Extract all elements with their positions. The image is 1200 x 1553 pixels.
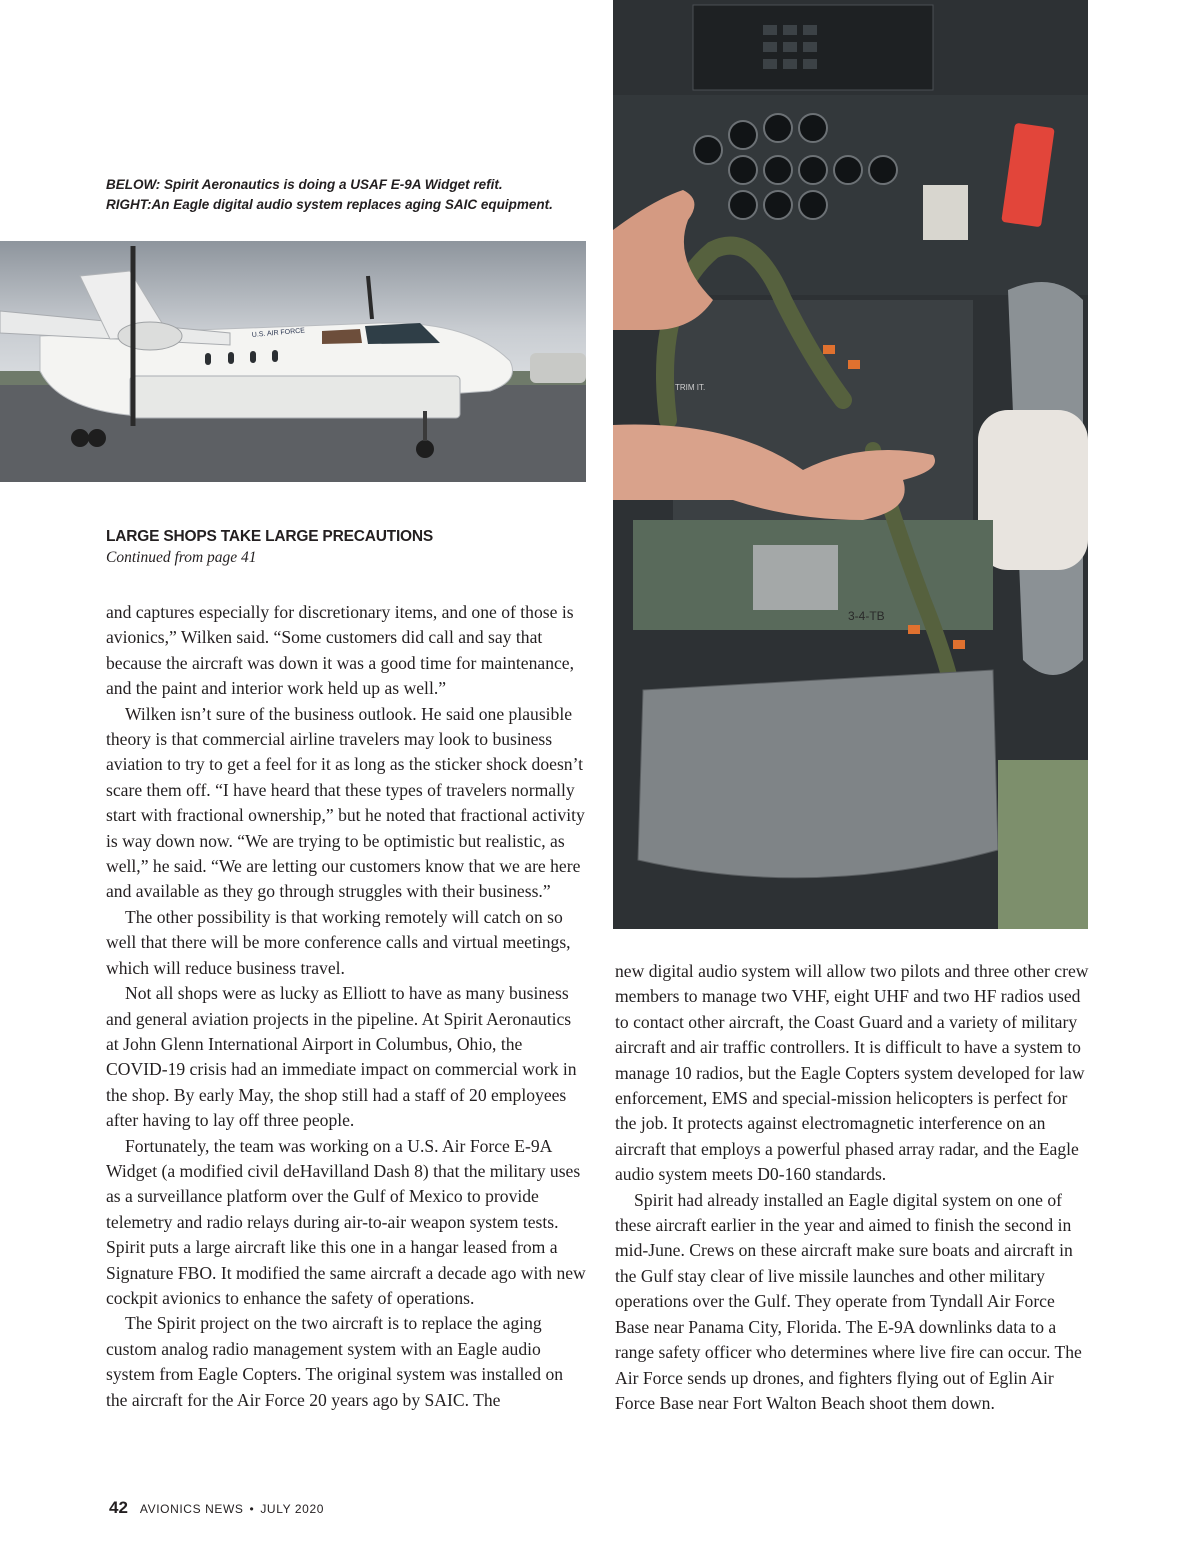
paragraph: Spirit had already installed an Eagle digital system on one of these aircraft earlier in the year and aimed to finish the second in mid-June. Crews on these aircraft make sure boats and aircraft in the Gulf stay clear of live missile launches and other military operations over the Gulf. They operate from Tyndall Air Force Base near Panama City, Florida. The E-9A downlinks data to a range safety officer who determines where live fire can occur. The Air Force sends up drones, and fighters flying out of Eglin Air Force Base near Fort Walton Beach shoot them down. [615, 1189, 1082, 1413]
issue-date: JULY 2020 [260, 1502, 324, 1516]
fuel-truck [530, 353, 586, 383]
nose-gear-wheel [416, 440, 434, 458]
paragraph: Fortunately, the team was working on a U.S. Air Force E-9A Widget (a modified civil deHavilland Dash 8) that the military uses as a surveillance platform over the Gulf of Mexico to provide telemetry and radio relays during air-to-air weapon system tests. Spirit puts a large aircraft like this one in a hangar leased from a Signature FBO. It modified the same aircraft a decade ago with new cockpit avionics to enhance the safety of operations. [106, 1135, 586, 1308]
bay-label: 3-4-TB [848, 609, 885, 623]
caption-line-below: BELOW: Spirit Aeronautics is doing a USAF E-9A Widget refit. [106, 177, 503, 192]
continued-note: Continued from page 41 [106, 549, 257, 566]
cockpit-illustration [613, 0, 1088, 929]
aircraft-illustration [0, 241, 586, 482]
cockpit-photo [613, 0, 1088, 929]
storage-pocket [638, 670, 998, 878]
trim-label: TRIM IT. [675, 383, 706, 392]
engine [118, 322, 182, 350]
keypad [763, 25, 817, 69]
paragraph: Wilken isn’t sure of the business outlook. He said one plausible theory is that commercial airline travelers may look to business aviation to try to get a feel for it as long as the sticker shock doesn’t scare them off. “I have heard that these types of travelers normally start with fractional ownership,” but he noted that fractional activity is way down now. “We are trying to be optimistic but realistic, as well,” he said. “We are letting our customers know that we are here and available as they go through struggles with their business.” [106, 703, 585, 902]
article-column-right [615, 959, 1093, 1416]
main-gear-wheel [71, 429, 89, 447]
aircraft-photo [0, 241, 586, 482]
sheepskin-seat-cover [978, 410, 1088, 570]
connector-panel [753, 545, 838, 610]
paragraph: and captures especially for discretionary items, and one of those is avionics,” Wilken said. “Some customers did call and say that because the aircraft was down it was a good time for maintenance, and the paint and interior work held up as well.” [106, 602, 575, 699]
paragraph: Not all shops were as lucky as Elliott to have as many business and general aviation projects in the pipeline. At Spirit Aeronautics at John Glenn International Airport in Columbus, Ohio, the COVID-19 crisis had an immediate impact on commercial work in the shop. By early May, the shop still had a staff of 20 employees after having to lay off three people. [106, 983, 577, 1131]
paragraph: The other possibility is that working remotely will catch on so well that there will be more conference calls and virtual meetings, which will reduce business travel. [106, 906, 571, 978]
paragraph: The Spirit project on the two aircraft is to replace the aging custom analog radio management system with an Eagle audio system from Eagle Copters. The original system was installed on the aircraft for the Air Force 20 years ago by SAIC. The [106, 1313, 564, 1410]
page-number: 42 [109, 1498, 128, 1517]
article-column-left [106, 600, 586, 1413]
caption-line-right: RIGHT:An Eagle digital audio system replaces aging SAIC equipment. [106, 197, 553, 212]
warning-placard [923, 185, 968, 240]
publication-name: AVIONICS NEWS [139, 1502, 244, 1516]
paragraph: new digital audio system will allow two pilots and three other crew members to manage two VHF, eight UHF and two HF radios used to contact other aircraft, the Coast Guard and a variety of military aircraft and air traffic controllers. It is difficult to have a system to manage 10 radios, but the Eagle Copters system developed for law enforcement, EMS and special-mission helicopters is perfect for the job. It protects against electromagnetic interference on an aircraft that employs a powerful phased array radar, and the Eagle audio system meets D0-160 standards. [615, 961, 1089, 1185]
radar-pod [130, 376, 460, 418]
floor-panel [998, 760, 1088, 929]
main-gear-wheel-2 [88, 429, 106, 447]
cockpit-window-side [322, 329, 362, 344]
page-footer [109, 1498, 324, 1518]
footer-separator: • [249, 1502, 255, 1516]
photo-caption [106, 175, 586, 215]
plane-markings: U.S. AIR FORCE [251, 327, 306, 339]
article-heading: LARGE SHOPS TAKE LARGE PRECAUTIONS [106, 528, 434, 545]
